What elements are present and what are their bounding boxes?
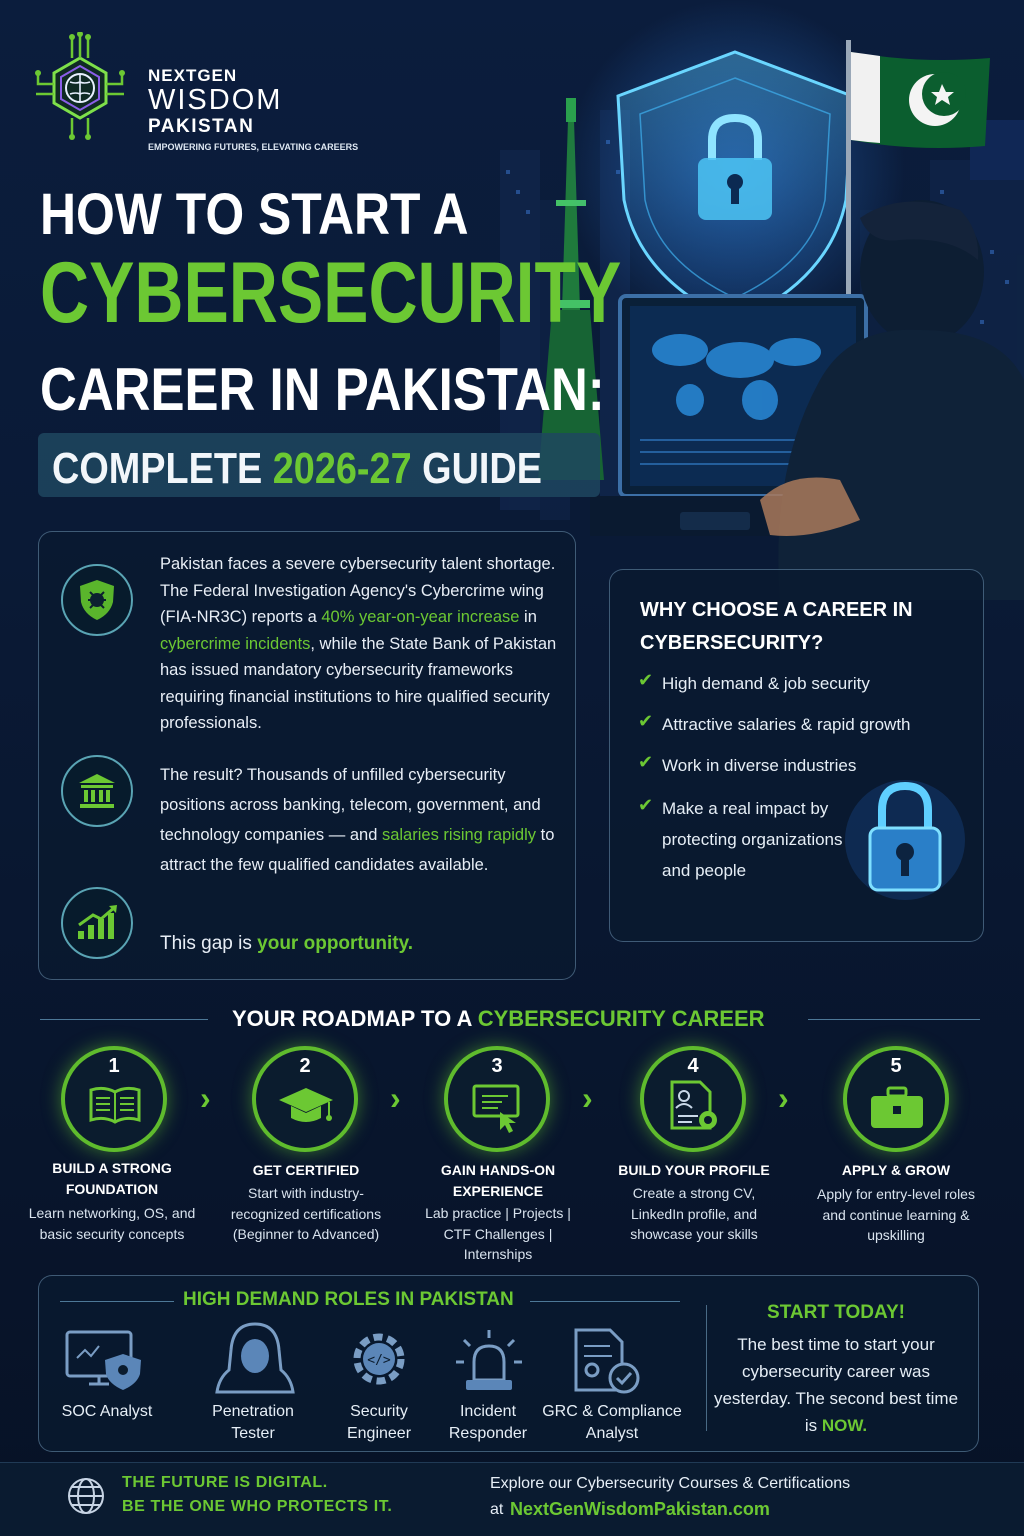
laptop-click-icon (470, 1082, 526, 1134)
check-icon: ✔ (638, 752, 654, 772)
title-line3: CAREER IN PAKISTAN: (40, 356, 605, 423)
footer-slogan-line1: THE FUTURE IS DIGITAL. (122, 1474, 328, 1491)
roadmap-title: YOUR ROADMAP TO A CYBERSECURITY CAREER (232, 1006, 765, 1031)
role-label: Analyst (585, 1425, 639, 1442)
chevron-right-icon: › (200, 1080, 211, 1116)
globe-icon (66, 1476, 106, 1516)
roles-divider-right (530, 1301, 680, 1302)
step-5-desc: Apply for entry-level roles and continue learning & upskilling (817, 1186, 975, 1243)
growth-chart-icon (75, 905, 119, 941)
why-item: Attractive salaries & rapid growth (662, 715, 911, 734)
role-label: Security (350, 1403, 408, 1420)
step-5-number: 5 (890, 1055, 902, 1077)
hacker-hood-icon (215, 1320, 295, 1394)
roles-divider-left (60, 1301, 174, 1302)
security-gear-icon (344, 1326, 414, 1392)
brand-name-line1: NEXTGEN (148, 66, 238, 85)
step-1-title: BUILD A STRONG FOUNDATION (52, 1160, 172, 1197)
intro-paragraph-1: Pakistan faces a severe cybersecurity talent shortage. The Federal Investigation Agency's Cybercrime wing (FIA-NR3C) reports a 40% year-on-year increase in cybercrime incidents, while the State Bank of Pakistan has issued mandatory cybersecurity frameworks requiring financial institutions to hire qualified security professionals. (160, 555, 557, 732)
bank-icon-circle (61, 755, 133, 827)
chevron-right-icon: › (778, 1080, 789, 1116)
subtitle-text: COMPLETE 2026-27 GUIDE (52, 444, 542, 493)
check-icon: ✔ (638, 795, 654, 815)
step-2-number: 2 (299, 1055, 311, 1077)
why-item: Make a real impact by protecting organizations and people (662, 799, 843, 880)
alarm-siren-icon (452, 1326, 526, 1396)
graduation-cap-icon (277, 1084, 335, 1128)
chevron-right-icon: › (582, 1080, 593, 1116)
soc-monitor-icon (63, 1328, 147, 1394)
step-4-number: 4 (687, 1055, 699, 1077)
role-label: Responder (448, 1425, 528, 1442)
title-line2: CYBERSECURITY (40, 245, 622, 341)
chevron-right-icon: › (390, 1080, 401, 1116)
step-3-number: 3 (491, 1055, 503, 1077)
svg-text:</>: </> (367, 1353, 391, 1368)
brand-name-line2: WISDOM (148, 84, 283, 116)
briefcase-icon (868, 1086, 926, 1130)
intro-paragraph-3: This gap is your opportunity. (160, 933, 414, 954)
role-label: Engineer (346, 1425, 412, 1442)
intro-icon-circle (61, 564, 133, 636)
roadmap-divider-left (40, 1019, 208, 1020)
step-1-number: 1 (108, 1055, 120, 1077)
check-icon: ✔ (638, 711, 654, 731)
footer-slogan-line2: BE THE ONE WHO PROTECTS IT. (122, 1498, 393, 1515)
role-label: GRC & Compliance (542, 1403, 682, 1420)
subtitle-banner (38, 433, 600, 497)
step-4-title: BUILD YOUR PROFILE (618, 1162, 770, 1178)
roles-start-divider (706, 1305, 707, 1431)
step-2-title: GET CERTIFIED (252, 1162, 360, 1178)
website-link[interactable]: NextGenWisdomPakistan.com (510, 1499, 770, 1519)
roadmap-divider-right (808, 1019, 980, 1020)
step-5-title: APPLY & GROW (841, 1162, 951, 1178)
bug-shield-icon (77, 578, 117, 622)
compliance-document-icon (572, 1326, 644, 1396)
roles-title: HIGH DEMAND ROLES IN PAKISTAN (183, 1289, 514, 1310)
start-today-desc: The best time to start your cybersecurity career was yesterday. The second best time is NOW. (713, 1335, 959, 1435)
brain-circuit-logo-icon (34, 32, 126, 142)
role-label: Tester (231, 1425, 275, 1442)
role-label: Penetration (212, 1403, 294, 1420)
brand-tagline: EMPOWERING FUTURES, ELEVATING CAREERS (148, 142, 359, 152)
footer-at-text: at (490, 1501, 504, 1518)
brand-name-line3: PAKISTAN (148, 116, 255, 137)
check-icon: ✔ (638, 670, 654, 690)
book-icon (88, 1086, 142, 1126)
step-3-title: GAIN HANDS-ON EXPERIENCE (440, 1162, 556, 1199)
intro-panel (38, 531, 576, 980)
step-3-desc: Lab practice | Projects | CTF Challenges | Internships (425, 1205, 571, 1262)
role-label: Incident (459, 1403, 517, 1420)
footer-explore-text: Explore our Cybersecurity Courses & Certifications (490, 1475, 851, 1492)
title-line1: HOW TO START A (40, 182, 469, 247)
intro-paragraph-2: The result? Thousands of unfilled cybersecurity positions across banking, telecom, government, and technology companies — and salaries rising rapidly to attract the few qualified candidates available. (160, 766, 555, 874)
why-title: WHY CHOOSE A CAREER IN CYBERSECURITY? (640, 599, 913, 654)
growth-icon-circle (61, 887, 133, 959)
step-4-desc: Create a strong CV, LinkedIn profile, and showcase your skills (630, 1185, 758, 1242)
step-1-desc: Learn networking, OS, and basic security concepts (28, 1205, 196, 1242)
profile-document-icon (666, 1078, 722, 1134)
start-today-title: START TODAY! (767, 1302, 905, 1323)
bank-icon (77, 772, 117, 810)
role-label: SOC Analyst (61, 1403, 153, 1420)
why-item: Work in diverse industries (662, 756, 857, 775)
why-item: High demand & job security (662, 674, 870, 693)
step-2-desc: Start with industry-recognized certifications (Beginner to Advanced) (230, 1185, 382, 1242)
why-cybersecurity-panel (609, 569, 984, 942)
padlock-icon (840, 760, 970, 900)
